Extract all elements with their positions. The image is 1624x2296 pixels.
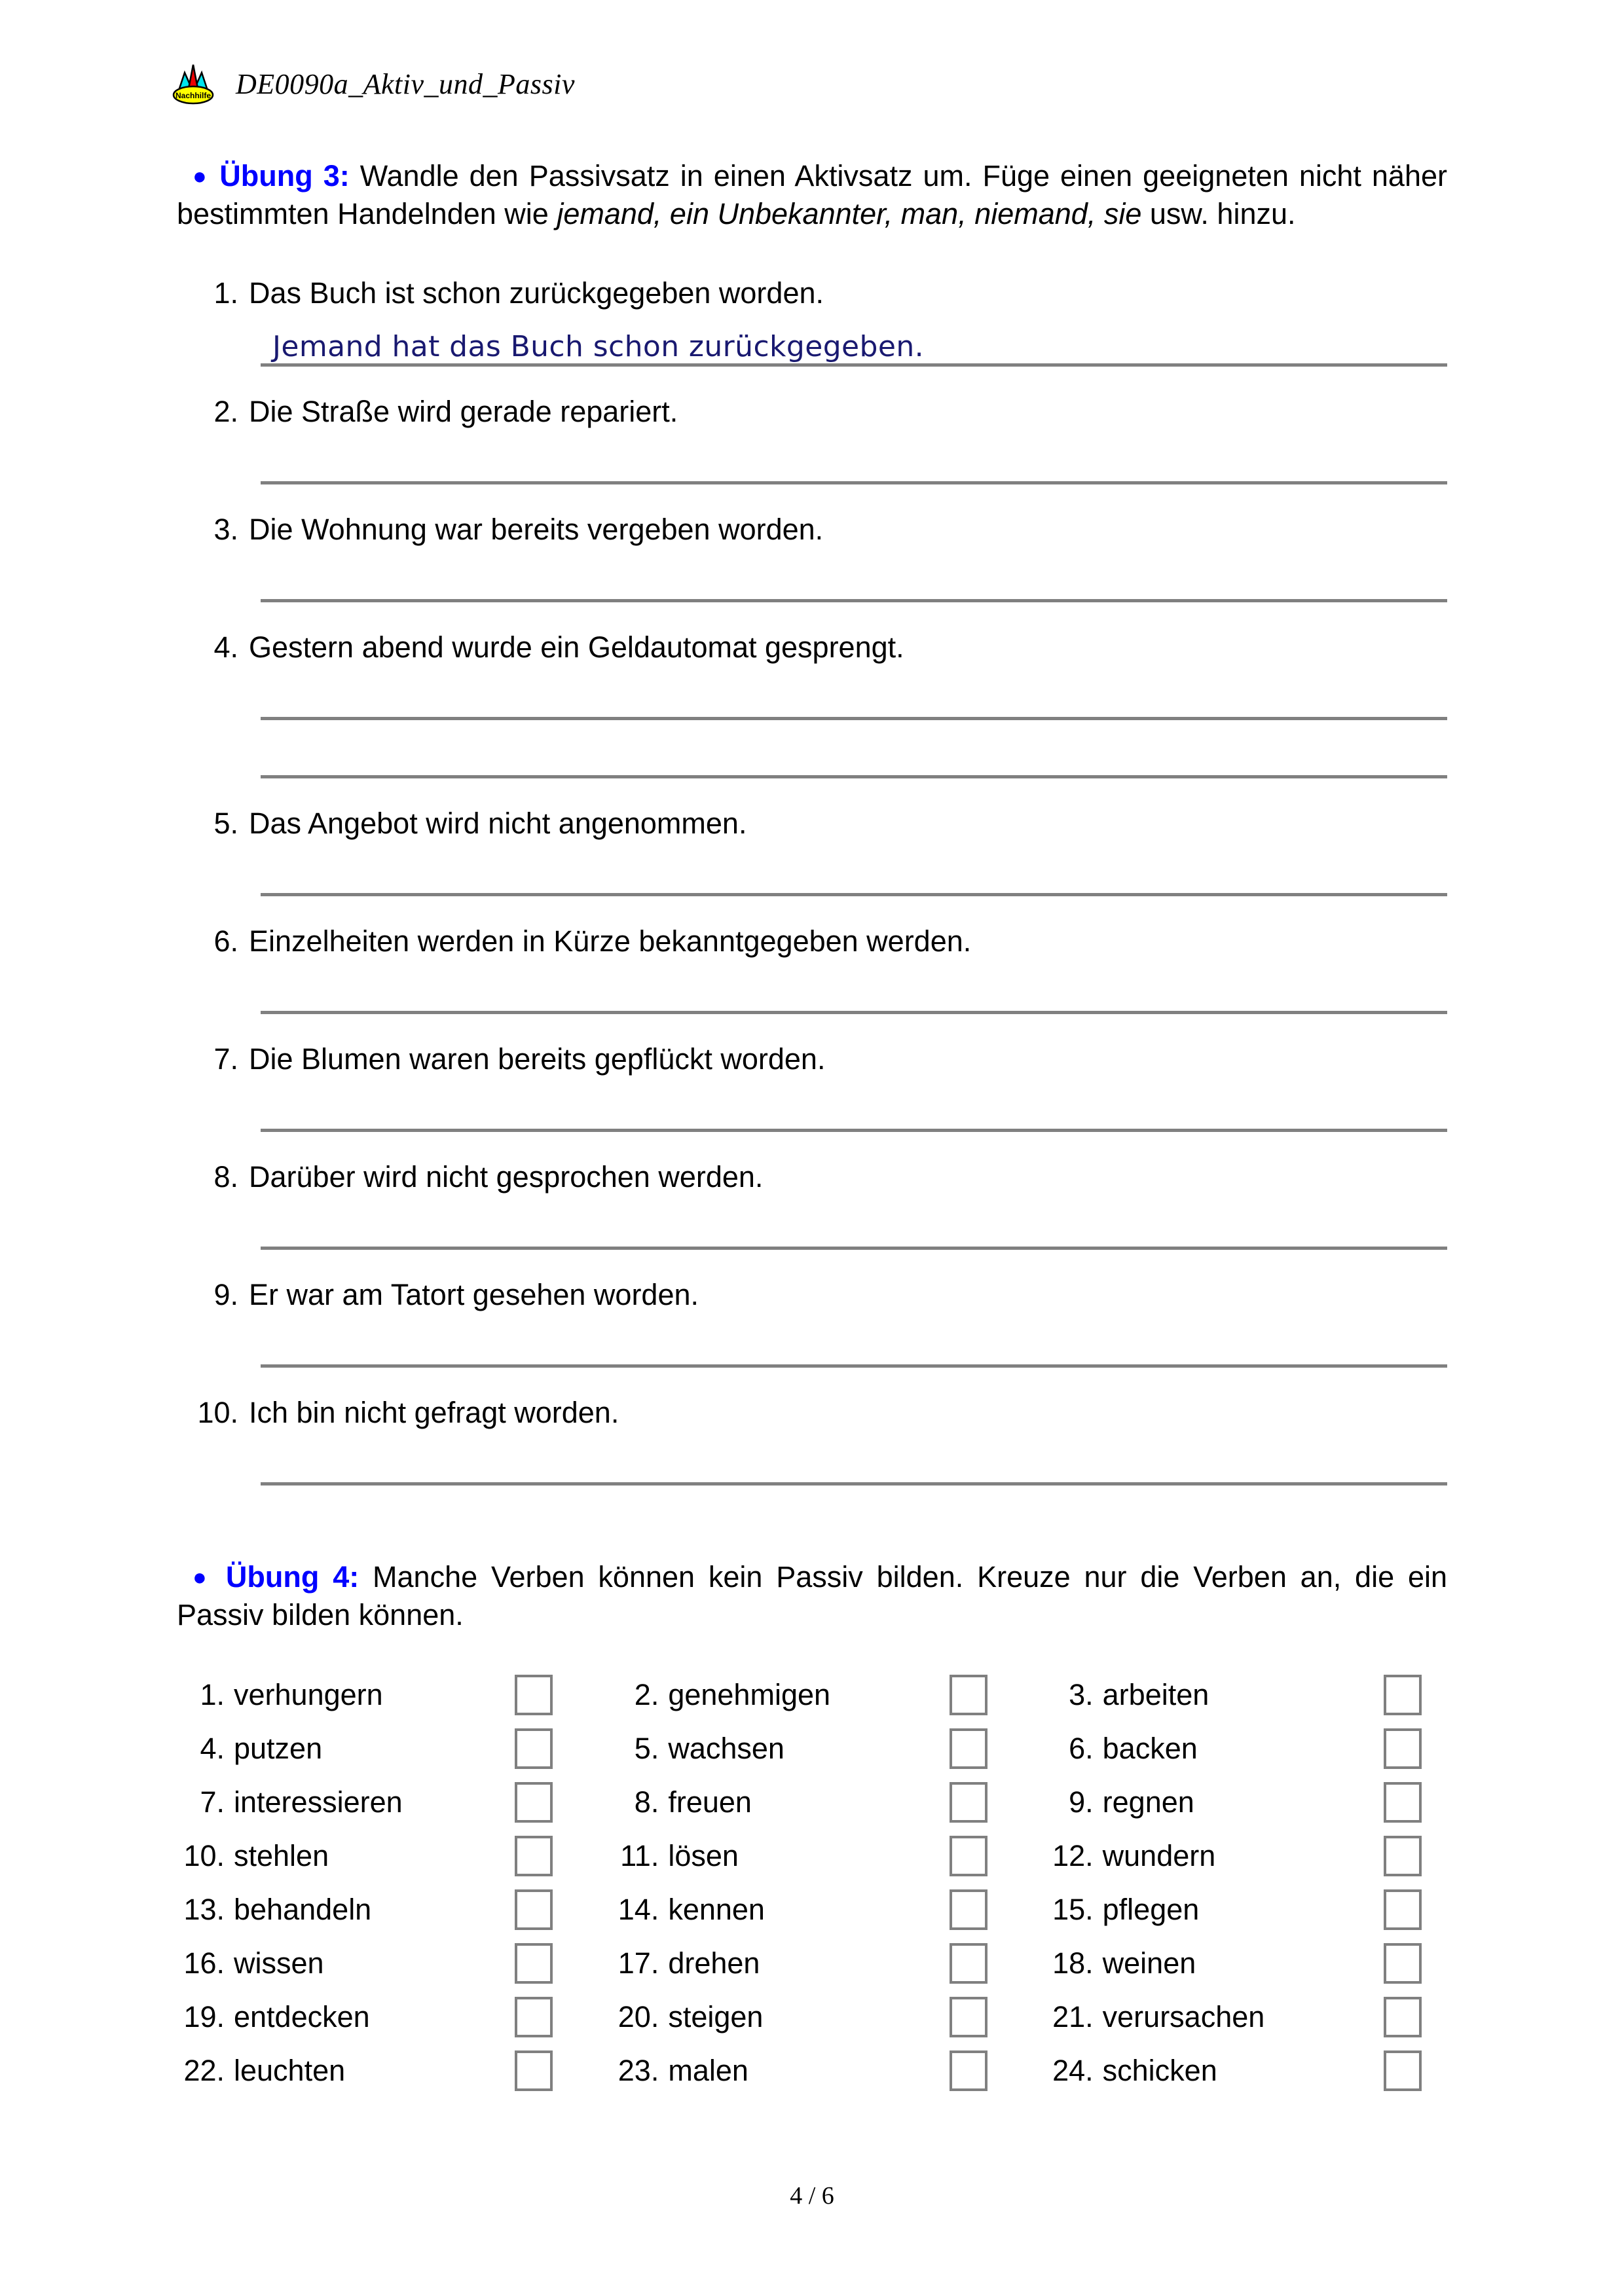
sentence-item-text: Darüber wird nicht gesprochen werden. — [249, 1160, 764, 1194]
verb-label: verhungern — [234, 1678, 383, 1711]
verb-row — [595, 2044, 1029, 2098]
verb-checkbox[interactable] — [515, 1943, 553, 1984]
item-spacer — [177, 1368, 1447, 1398]
verb-number: 18. — [1052, 1946, 1094, 1980]
answer-blank-line[interactable] — [261, 717, 1447, 720]
verb-checkbox[interactable] — [950, 1728, 987, 1769]
exercise-3-instruction-block — [0, 157, 1624, 232]
verb-number: 10. — [183, 1839, 225, 1872]
page-indicator: 4 / 6 — [790, 2182, 834, 2210]
verb-number: 14. — [618, 1893, 659, 1926]
exercise-4-instruction-block — [0, 1558, 1624, 1633]
verb-row — [160, 1668, 595, 1722]
answer-field[interactable] — [261, 330, 1447, 367]
verb-label: wachsen — [668, 1732, 784, 1765]
verb-number: 4. — [200, 1732, 225, 1765]
verb-checkbox[interactable] — [515, 1889, 553, 1930]
bullet-icon: ● — [193, 162, 210, 189]
verb-row — [160, 1883, 595, 1937]
item-spacer — [177, 602, 1447, 632]
sentence-item-text: Er war am Tatort gesehen worden. — [249, 1278, 699, 1311]
verb-label: lösen — [668, 1839, 739, 1872]
verb-checkbox[interactable] — [1384, 1675, 1422, 1715]
verb-label: putzen — [234, 1732, 323, 1765]
item-spacer — [177, 1132, 1447, 1162]
verb-number: 15. — [1052, 1893, 1094, 1926]
answer-blank-line[interactable] — [261, 893, 1447, 896]
sentence-item-text: Die Straße wird gerade repariert. — [249, 395, 678, 428]
sentence-item-number: 2. — [213, 395, 238, 428]
verb-row — [1029, 1937, 1464, 1990]
verb-row — [595, 1937, 1029, 1990]
verb-label: backen — [1102, 1732, 1198, 1765]
nachhilfe-logo-icon — [169, 62, 217, 105]
verb-row — [1029, 1883, 1464, 1937]
page-header — [169, 62, 575, 105]
exercise-3-text-italic: jemand, ein Unbekannter, man, niemand, sie — [557, 196, 1142, 230]
verb-label: genehmigen — [668, 1678, 831, 1711]
verb-row — [1029, 1990, 1464, 2044]
sentence-item — [177, 809, 1447, 838]
answer-blank-line[interactable] — [261, 481, 1447, 484]
verb-checkbox[interactable] — [950, 1997, 987, 2037]
verb-number: 8. — [634, 1785, 659, 1819]
verb-number: 17. — [618, 1946, 659, 1980]
exercise-3-instruction — [177, 157, 1447, 232]
verb-label: leuchten — [234, 2054, 346, 2087]
logo-text: Nachhilfe — [175, 91, 212, 100]
verb-row — [595, 1722, 1029, 1776]
verb-label: behandeln — [234, 1893, 372, 1926]
document-title: DE0090a_Aktiv_und_Passiv — [236, 67, 575, 100]
sentence-item-text: Ich bin nicht gefragt worden. — [249, 1396, 619, 1429]
verb-row — [1029, 1776, 1464, 1829]
verb-row — [160, 1722, 595, 1776]
sentence-item — [177, 632, 1447, 662]
answer-rule — [261, 363, 1447, 367]
sentence-item-number: 4. — [213, 630, 238, 664]
item-spacer — [177, 896, 1447, 926]
verb-label: schicken — [1102, 2054, 1217, 2087]
verb-row — [160, 2044, 595, 2098]
answer-blank-line[interactable] — [261, 1482, 1447, 1485]
verb-row — [160, 1829, 595, 1883]
verb-label: freuen — [668, 1785, 752, 1819]
verb-row — [595, 1883, 1029, 1937]
verb-label: stehlen — [234, 1839, 329, 1872]
answer-blank-line[interactable] — [261, 1129, 1447, 1132]
item-spacer — [177, 1250, 1447, 1280]
verb-number: 5. — [634, 1732, 659, 1765]
answer-blank-line[interactable] — [261, 775, 1447, 778]
sentence-item-number: 8. — [213, 1160, 238, 1194]
verb-label: weinen — [1102, 1946, 1196, 1980]
sentence-item-text: Einzelheiten werden in Kürze bekanntgegeben werden. — [249, 924, 972, 958]
answer-blank-line[interactable] — [261, 1364, 1447, 1368]
verb-checkbox[interactable] — [950, 1889, 987, 1930]
verb-number: 24. — [1052, 2054, 1094, 2087]
sentence-item-number: 6. — [213, 924, 238, 958]
verb-checkbox[interactable] — [1384, 1943, 1422, 1984]
sentence-item-number: 5. — [213, 807, 238, 840]
verb-label: wissen — [234, 1946, 324, 1980]
answer-blank-line[interactable] — [261, 1011, 1447, 1014]
verb-row — [1029, 1722, 1464, 1776]
verb-checkbox[interactable] — [1384, 1782, 1422, 1823]
verb-label: kennen — [668, 1893, 765, 1926]
sentence-item-number: 7. — [213, 1042, 238, 1076]
item-spacer — [177, 367, 1447, 397]
verb-checkbox[interactable] — [950, 2050, 987, 2091]
sentence-item-number: 3. — [213, 513, 238, 546]
verb-checkbox[interactable] — [515, 1836, 553, 1876]
sentence-item-text: Die Blumen waren bereits gepflückt worden. — [249, 1042, 826, 1076]
verb-checkbox[interactable] — [515, 1728, 553, 1769]
verb-checkbox[interactable] — [1384, 1836, 1422, 1876]
verb-checkbox[interactable] — [515, 1782, 553, 1823]
sentence-item — [177, 515, 1447, 544]
verb-number: 20. — [618, 2000, 659, 2033]
answer-blank-line[interactable] — [261, 1247, 1447, 1250]
sentence-item-text: Die Wohnung war bereits vergeben worden. — [249, 513, 824, 546]
verb-label: entdecken — [234, 2000, 370, 2033]
verb-row — [1029, 2044, 1464, 2098]
sentence-item — [177, 1044, 1447, 1074]
verb-row — [595, 1990, 1029, 2044]
sentence-item — [177, 278, 1447, 308]
verb-number: 23. — [618, 2054, 659, 2087]
verb-number: 6. — [1069, 1732, 1094, 1765]
sentence-item — [177, 1162, 1447, 1192]
exercise-3-items-block — [0, 278, 1624, 1485]
bullet-icon: ● — [193, 1563, 213, 1590]
exercise-4-verb-block — [0, 1668, 1624, 2098]
sentence-item — [177, 926, 1447, 956]
answer-blank-line[interactable] — [261, 599, 1447, 602]
sentence-item-number: 10. — [197, 1396, 238, 1429]
verb-checkbox[interactable] — [950, 1943, 987, 1984]
item-spacer — [177, 484, 1447, 515]
exercise-3-label: Übung 3: — [219, 159, 350, 192]
verb-row — [160, 1937, 595, 1990]
verb-checkbox[interactable] — [1384, 1728, 1422, 1769]
verb-number: 12. — [1052, 1839, 1094, 1872]
verb-checkbox[interactable] — [950, 1782, 987, 1823]
exercise-4-label: Übung 4: — [225, 1560, 360, 1594]
verb-checkbox[interactable] — [515, 1675, 553, 1715]
exercise-3-text-2: usw. hinzu. — [1141, 196, 1296, 230]
sentence-item — [177, 1398, 1447, 1427]
sentence-item-number: 9. — [213, 1278, 238, 1311]
verb-label: steigen — [668, 2000, 764, 2033]
verb-checkbox[interactable] — [950, 1675, 987, 1715]
verb-label: drehen — [668, 1946, 760, 1980]
verb-checkbox[interactable] — [515, 1997, 553, 2037]
verb-number: 7. — [200, 1785, 225, 1819]
verb-number: 13. — [183, 1893, 225, 1926]
verb-label: malen — [668, 2054, 748, 2087]
verb-row — [595, 1776, 1029, 1829]
sentence-item-text: Das Angebot wird nicht angenommen. — [249, 807, 747, 840]
sentence-item-text: Das Buch ist schon zurückgegeben worden. — [249, 276, 824, 310]
verb-checkbox[interactable] — [1384, 2050, 1422, 2091]
verb-number: 3. — [1069, 1678, 1094, 1711]
sentence-item — [177, 397, 1447, 426]
verb-number: 19. — [183, 2000, 225, 2033]
verb-number: 1. — [200, 1678, 225, 1711]
verb-label: arbeiten — [1102, 1678, 1209, 1711]
sentence-item-text: Gestern abend wurde ein Geldautomat gesprengt. — [249, 630, 904, 664]
verb-label: wundern — [1102, 1839, 1216, 1872]
verb-label: pflegen — [1102, 1893, 1200, 1926]
verb-number: 22. — [183, 2054, 225, 2087]
verb-row — [1029, 1668, 1464, 1722]
exercise-3-item-list — [177, 278, 1447, 1485]
exercise-4-instruction — [177, 1558, 1447, 1633]
exercise-3-text-1: Wandle den Passivsatz in einen Aktivsatz um. Füge einen geeigneten nicht näher bestimmten Handelnden wie — [177, 159, 1447, 230]
verb-label: regnen — [1102, 1785, 1194, 1819]
verb-number: 11. — [620, 1839, 659, 1872]
verb-row — [160, 1776, 595, 1829]
verb-number: 21. — [1052, 2000, 1094, 2033]
verb-checkbox[interactable] — [1384, 1997, 1422, 2037]
verb-number: 9. — [1069, 1785, 1094, 1819]
verb-checkbox[interactable] — [1384, 1889, 1422, 1930]
verb-checkbox[interactable] — [950, 1836, 987, 1876]
verb-number: 16. — [183, 1946, 225, 1980]
sentence-item — [177, 1280, 1447, 1309]
item-spacer — [177, 778, 1447, 809]
verb-label: interessieren — [234, 1785, 403, 1819]
verb-row — [1029, 1829, 1464, 1883]
verb-number: 2. — [634, 1678, 659, 1711]
verb-label: verursachen — [1102, 2000, 1265, 2033]
item-spacer — [177, 1014, 1447, 1044]
answer-text: Jemand hat das Buch schon zurückgegeben. — [272, 330, 924, 363]
verb-row — [595, 1829, 1029, 1883]
verb-checkbox-grid — [160, 1668, 1464, 2098]
exercise-4-text: Manche Verben können kein Passiv bilden. Kreuze nur die Verben an, die ein Passiv bilden können. — [177, 1560, 1447, 1631]
verb-checkbox[interactable] — [515, 2050, 553, 2091]
verb-row — [160, 1990, 595, 2044]
sentence-item-number: 1. — [213, 276, 238, 310]
page-footer — [0, 2181, 1624, 2210]
verb-row — [595, 1668, 1029, 1722]
